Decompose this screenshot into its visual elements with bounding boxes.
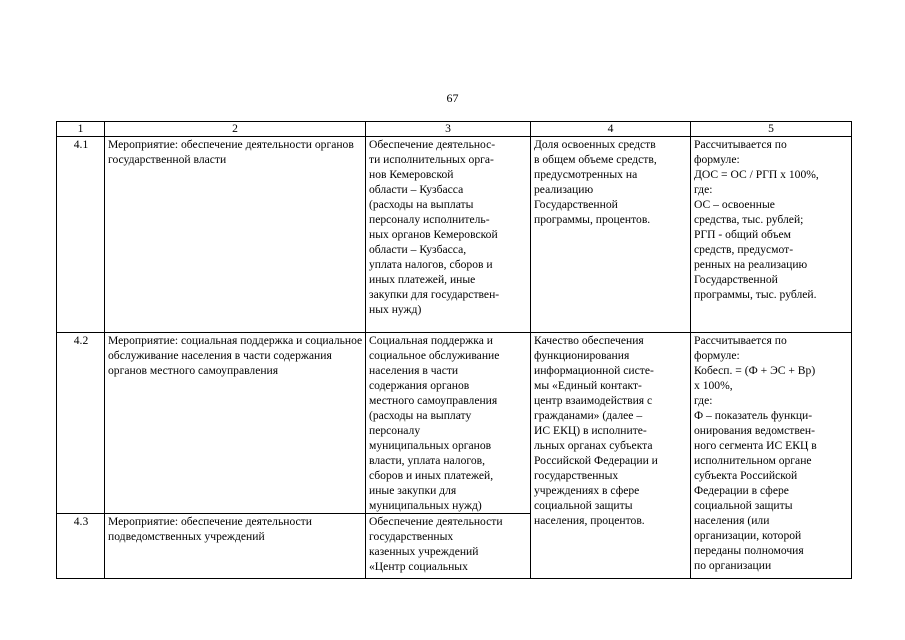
measure-name: Мероприятие: обеспечение деятельности органов государственной власти xyxy=(105,137,366,333)
column-header: 2 xyxy=(105,122,366,137)
indicator-formula: Рассчитывается по формуле: Кобесп. = (Ф + ЭС + Вр) х 100%, где: Ф – показатель функци- онирования ведомствен- ного сегмента ИС ЕКЦ в исполнительном органе субъекта Российской Федерации в сфере социальной защиты населения (или организации, которой переданы полномочия по организации xyxy=(691,333,852,579)
measure-description: Социальная поддержка и социальное обслуживание населения в части содержания органов местного самоуправления (расходы на выплату персоналу муниципальных органов власти, уплата налогов, сборов и иных платежей, иные закупки для муниципальных нужд) xyxy=(366,333,531,514)
column-header: 1 xyxy=(57,122,105,137)
measure-name: Мероприятие: обеспечение деятельности подведомственных учреждений xyxy=(105,514,366,579)
measure-description: Обеспечение деятельности государственных казенных учреждений «Центр социальных xyxy=(366,514,531,579)
page-number: 67 xyxy=(446,91,459,105)
indicator-formula: Рассчитывается по формуле: ДОС = ОС / РГП х 100%, где: ОС – освоенные средства, тыс. рублей; РГП - общий объем средств, предусмот- ренных на реализацию Государственной программы, тыс. рублей. xyxy=(691,137,852,333)
table-row xyxy=(57,137,852,333)
indicator-name: Доля освоенных средств в общем объеме средств, предусмотренных на реализацию Государственной программы, процентов. xyxy=(531,137,691,333)
table-header-row xyxy=(57,122,852,137)
indicator-name: Качество обеспечения функционирования информационной систе- мы «Единый контакт- центр взаимодействия с гражданами» (далее – ИС ЕКЦ) в исполните- льных органах субъекта Российской Федерации и государственных учреждениях в сфере социальной защиты населения, процентов. xyxy=(531,333,691,579)
row-number: 4.3 xyxy=(57,514,105,579)
column-header: 3 xyxy=(366,122,531,137)
table-row xyxy=(57,333,852,514)
row-number: 4.1 xyxy=(57,137,105,333)
measure-description: Обеспечение деятельнос- ти исполнительных орга- нов Кемеровской области – Кузбасса (расходы на выплаты персоналу исполнитель- ных органов Кемеровской области – Кузбасса, уплата налогов, сборов и иных платежей, иные закупки для государствен- ных нужд) xyxy=(366,137,531,333)
measure-name: Мероприятие: социальная поддержка и социальное обслуживание населения в части содержания органов местного самоуправления xyxy=(105,333,366,514)
column-header: 5 xyxy=(691,122,852,137)
row-number: 4.2 xyxy=(57,333,105,514)
measures-table xyxy=(56,121,852,579)
column-header: 4 xyxy=(531,122,691,137)
